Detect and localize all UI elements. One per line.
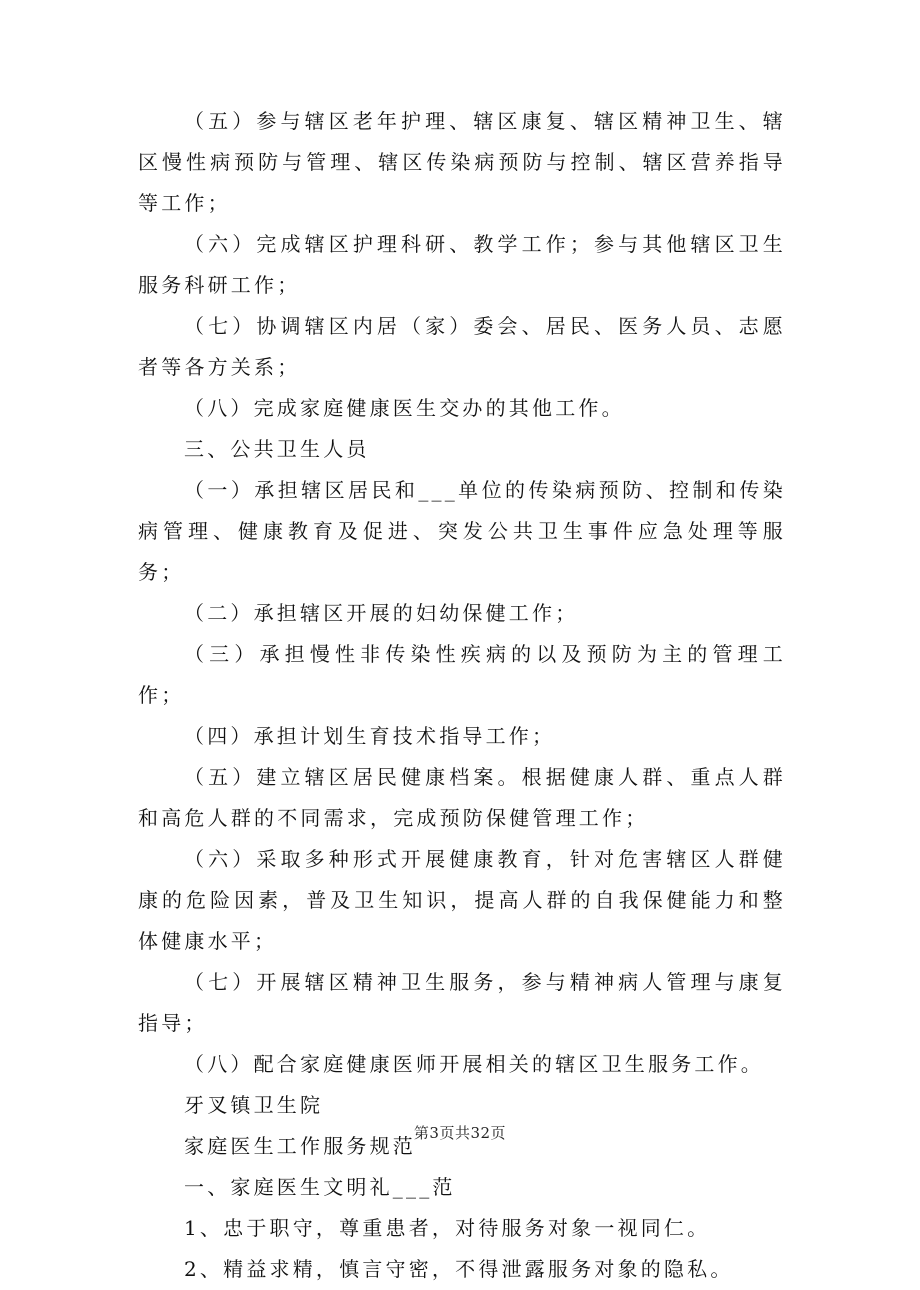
paragraph-3: （七）协调辖区内居（家）委会、居民、医务人员、志愿者等各方关系； — [138, 314, 786, 379]
section-heading-public-health: 三、公共卫生人员 — [184, 437, 370, 461]
paragraph-1: （五）参与辖区老年护理、辖区康复、辖区精神卫生、辖区慢性病预防与管理、辖区传染病预防与控制、辖区营养指导等工作； — [138, 109, 786, 215]
paragraph-18: 2、精益求精，慎言守密，不得泄露服务对象的隐私。 — [184, 1257, 734, 1281]
paragraph-13: （八）配合家庭健康医师开展相关的辖区卫生服务工作。 — [184, 1052, 764, 1076]
document-title: 家庭医生工作服务规范 — [184, 1134, 416, 1158]
page-number-footer: 第3页共32页 — [413, 1124, 507, 1142]
section-heading-etiquette: 一、家庭医生文明礼___范 — [184, 1175, 456, 1199]
paragraph-17: 1、忠于职守，尊重患者，对待服务对象一视同仁。 — [184, 1216, 711, 1240]
document-body — [138, 101, 786, 1290]
paragraph-2: （六）完成辖区护理科研、教学工作；参与其他辖区卫生服务科研工作； — [138, 232, 786, 297]
paragraph-9: （四）承担计划生育技术指导工作； — [184, 724, 556, 748]
paragraph-10: （五）建立辖区居民健康档案。根据健康人群、重点人群和高危人群的不同需求，完成预防保健管理工作； — [138, 765, 786, 830]
paragraph-8: （三）承担慢性非传染性疾病的以及预防为主的管理工作； — [138, 642, 786, 707]
paragraph-6: （一）承担辖区居民和___单位的传染病预防、控制和传染病管理、健康教育及促进、突发公共卫生事件应急处理等服务； — [138, 478, 786, 584]
paragraph-12: （七）开展辖区精神卫生服务，参与精神病人管理与康复指导； — [138, 970, 786, 1035]
paragraph-11: （六）采取多种形式开展健康教育，针对危害辖区人群健康的危险因素，普及卫生知识，提高人群的自我保健能力和整体健康水平； — [138, 847, 786, 953]
organization-name: 牙叉镇卫生院 — [184, 1093, 324, 1117]
paragraph-4: （八）完成家庭健康医生交办的其他工作。 — [184, 396, 625, 420]
paragraph-7: （二）承担辖区开展的妇幼保健工作； — [184, 601, 579, 625]
